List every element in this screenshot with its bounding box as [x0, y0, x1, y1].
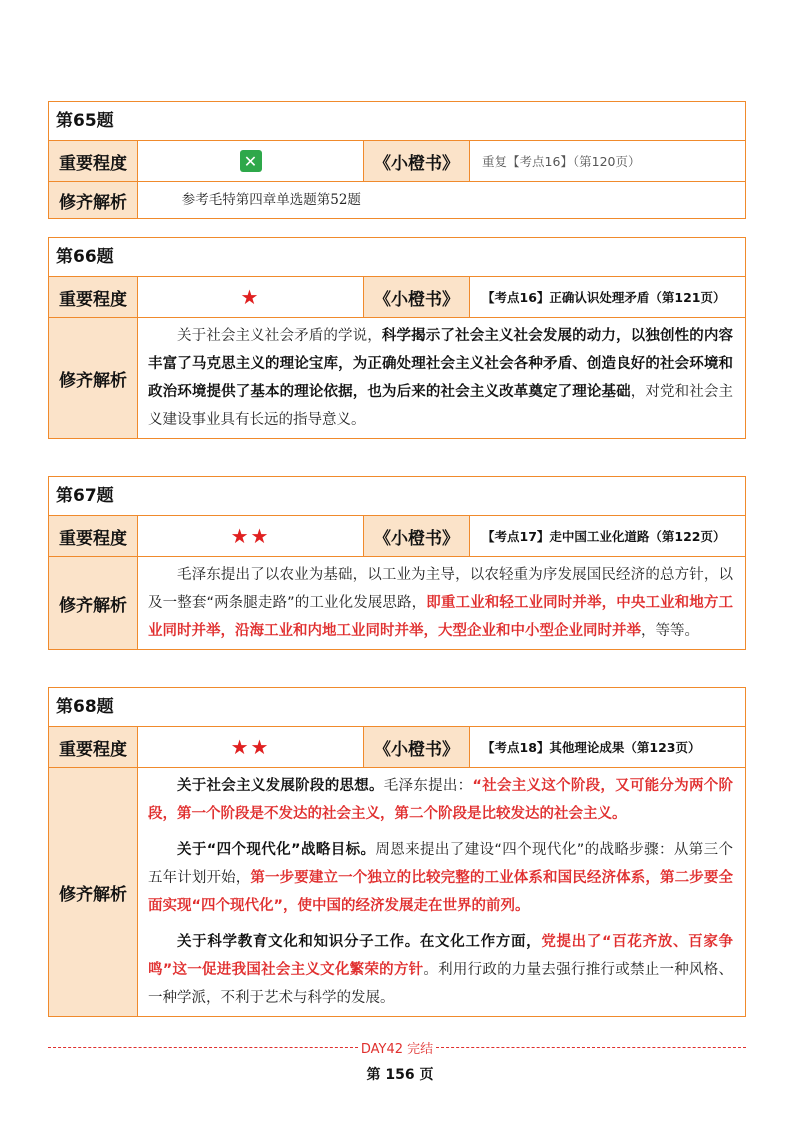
text-normal: 。利用行政的力量去强行推行或禁止一种风格、一种学派，不利于艺术与科学的发展。 — [148, 962, 734, 1006]
analysis-row — [49, 767, 745, 1016]
question-title: 第67题 — [56, 486, 114, 506]
text-normal: 毛泽东提出了以农业为基础，以工业为主导，以农轻重为序发展国民经济的总方针，以及一整套“两条腿走路”的工业化发展思路， — [148, 567, 733, 611]
book-label: 《小橙书》 — [364, 141, 470, 181]
importance-row — [49, 515, 745, 556]
text-normal: 毛泽东提出： — [383, 778, 473, 794]
day-complete-text: DAY42 完结 — [360, 1042, 434, 1057]
text-highlight: “社会主义这个阶段，又可能分为两个阶段，第一个阶段是不发达的社会主义，第二个阶段是比较发达的社会主义。 — [148, 778, 734, 822]
text-bold: 关于社会主义发展阶段的思想。 — [177, 778, 384, 794]
text-normal: ，对党和社会主义建设事业具有长远的指导意义。 — [148, 384, 734, 428]
analysis-paragraph — [148, 928, 733, 1012]
question-block-68 — [48, 687, 746, 1017]
importance-row — [49, 726, 745, 767]
analysis-row — [49, 556, 745, 649]
question-block-65 — [48, 101, 746, 219]
question-block-67 — [48, 476, 746, 650]
analysis-text: 参考毛特第四章单选题第52题 — [181, 192, 361, 208]
analysis-row — [49, 181, 745, 218]
text-highlight: 即重工业和轻工业同时并举，中央工业和地方工业同时并举，沿海工业和内地工业同时并举，大型企业和中小型企业同时并举 — [148, 595, 733, 639]
text-bold: 关于“四个现代化”战略目标。 — [177, 842, 376, 858]
star-rating: ★ — [240, 285, 261, 309]
reference-text: 【考点17】走中国工业化道路（第122页） — [482, 529, 726, 544]
importance-row — [49, 276, 745, 317]
analysis-paragraph — [148, 836, 733, 920]
star-rating: ★★ — [230, 735, 271, 759]
analysis-row — [49, 317, 745, 438]
question-block-66 — [48, 237, 746, 439]
text-highlight: 党提出了“百花齐放、百家争鸣”这一促进我国社会主义文化繁荣的方针 — [148, 934, 733, 978]
importance-label: 重要程度 — [49, 141, 138, 181]
analysis-paragraph — [148, 322, 733, 434]
analysis-paragraph — [148, 561, 733, 645]
book-label: 《小橙书》 — [364, 727, 470, 767]
day-complete-divider — [48, 1038, 746, 1057]
analysis-label: 修齐解析 — [49, 318, 138, 438]
text-bold: 关于科学教育文化和知识分子工作。在文化工作方面， — [177, 934, 542, 950]
question-title: 第65题 — [56, 111, 114, 131]
reference-text: 【考点18】其他理论成果（第123页） — [482, 740, 701, 755]
importance-label: 重要程度 — [49, 277, 138, 317]
question-title: 第66题 — [56, 247, 114, 267]
importance-row — [49, 140, 745, 181]
text-normal: ，等等。 — [641, 623, 699, 639]
book-label: 《小橙书》 — [364, 516, 470, 556]
book-label: 《小橙书》 — [364, 277, 470, 317]
star-rating: ★★ — [230, 524, 271, 548]
dashed-line — [436, 1047, 746, 1048]
dashed-line — [48, 1047, 358, 1048]
analysis-label: 修齐解析 — [49, 557, 138, 649]
question-title: 第68题 — [56, 697, 114, 717]
reference-text: 重复【考点16】（第120页） — [482, 154, 641, 169]
analysis-paragraph — [148, 772, 733, 828]
importance-label: 重要程度 — [49, 727, 138, 767]
analysis-label: 修齐解析 — [49, 182, 138, 218]
text-normal: 关于社会主义社会矛盾的学说， — [177, 328, 382, 344]
analysis-label: 修齐解析 — [49, 768, 138, 1016]
text-bold: 科学揭示了社会主义社会发展的动力，以独创性的内容丰富了马克思主义的理论宝库，为正确处理社会主义社会各种矛盾、创造良好的社会环境和政治环境提供了基本的理论依据，也为后来的社会主义改革奠定了理论基础 — [148, 328, 733, 400]
page-number: 第 156 页 — [366, 1067, 434, 1083]
cross-mark-icon: ✕ — [240, 150, 262, 172]
importance-label: 重要程度 — [49, 516, 138, 556]
reference-text: 【考点16】正确认识处理矛盾（第121页） — [482, 290, 726, 305]
text-highlight: 第一步要建立一个独立的比较完整的工业体系和国民经济体系，第二步要全面实现“四个现代化”，使中国的经济发展走在世界的前列。 — [148, 870, 734, 914]
text-normal: 周恩来提出了建设“四个现代化”的战略步骤：从第三个五年计划开始， — [148, 842, 733, 886]
